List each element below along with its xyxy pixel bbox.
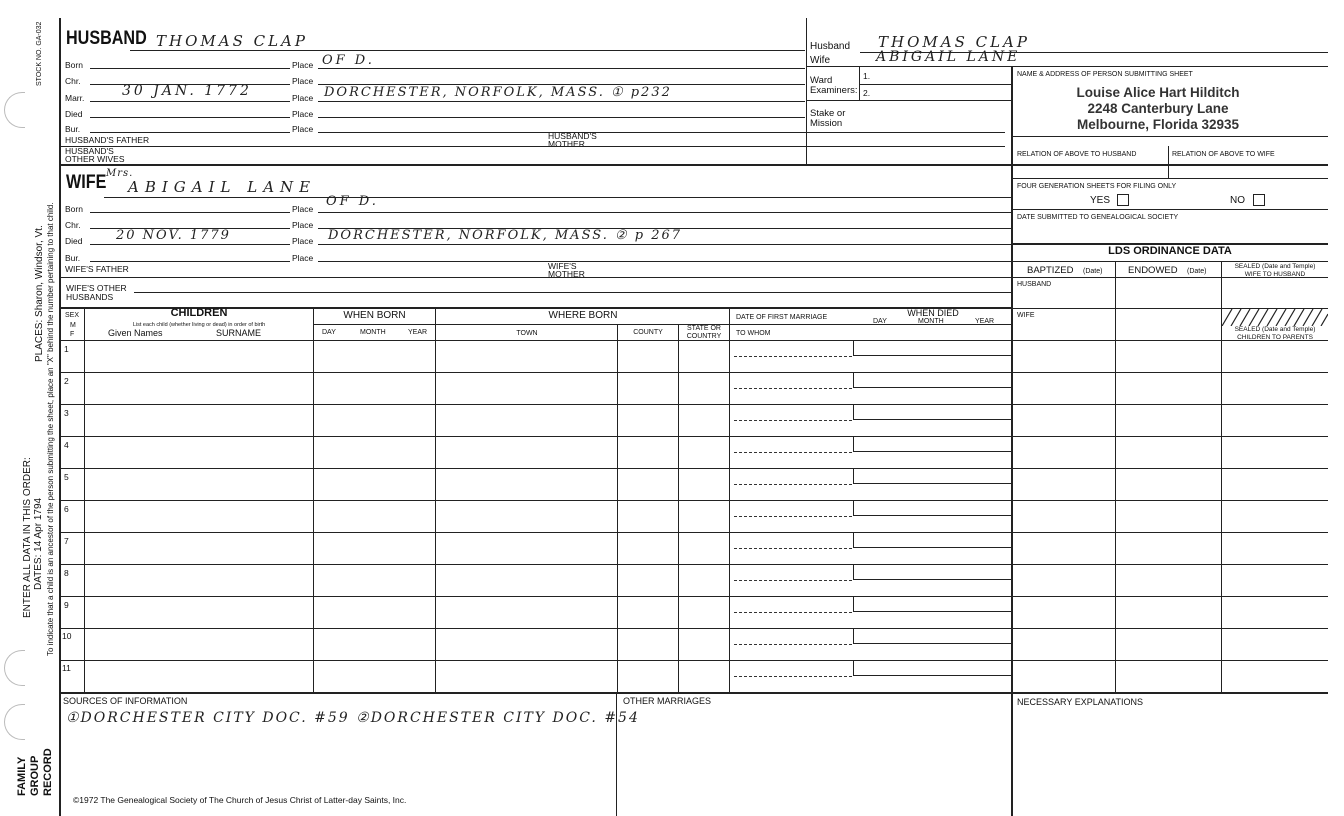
row-number: 4 — [64, 440, 69, 450]
col-town: TOWN — [516, 330, 538, 337]
yes-label: YES — [1090, 195, 1111, 206]
wife-mother-label-1: WIFE'S — [548, 261, 577, 271]
right-header-divider — [806, 18, 807, 164]
col-children: CHILDREN — [170, 307, 228, 319]
husband-heading: HUSBAND — [66, 28, 147, 49]
husband-died-place-line — [318, 117, 805, 118]
row-died-tick — [853, 341, 854, 355]
row-dash — [734, 388, 852, 389]
wife-other-husbands-1: WIFE'S OTHER — [66, 283, 127, 293]
other-marriages-label: OTHER MARRIAGES — [623, 696, 712, 706]
submitter-end — [1012, 136, 1328, 137]
col-died-day: DAY — [873, 318, 887, 325]
row-died-tick — [853, 565, 854, 579]
col-state-2: COUNTRY — [686, 333, 722, 340]
rh-husband-value: THOMAS CLAP — [878, 33, 1030, 51]
lds-sealed-wife-1: SEALED (Date and Temple) — [1234, 263, 1316, 270]
col-to-whom: TO WHOM — [736, 330, 771, 337]
four-gen-label: FOUR GENERATION SHEETS FOR FILING ONLY — [1017, 183, 1177, 190]
submitter-line-3: Melbourne, Florida 32935 — [1076, 117, 1240, 132]
col-died-month: MONTH — [918, 318, 944, 325]
frame-left — [59, 18, 61, 816]
row-died-line — [853, 611, 1012, 612]
row-number: 3 — [64, 408, 69, 418]
vcol-town — [617, 324, 618, 693]
binder-hole — [4, 650, 25, 686]
row-number: 7 — [64, 536, 69, 546]
enter-all-data: ENTER ALL DATA IN THIS ORDER: — [22, 457, 33, 618]
lds-header-line — [1012, 277, 1328, 278]
husband-chr-place-label: Place — [292, 76, 314, 86]
col-county: COUNTY — [633, 329, 663, 336]
sources-text: ①DORCHESTER CITY DOC. #59 ②DORCHESTER CITY DOC. #54 — [66, 710, 640, 726]
col-sex-m: M — [70, 322, 76, 329]
table-end — [60, 692, 1328, 694]
row-died-tick — [853, 629, 854, 643]
row-dash — [734, 676, 852, 677]
husband-bur-place-label: Place — [292, 124, 314, 134]
husband-born-label: Born — [65, 60, 83, 70]
relation-husband-label: RELATION OF ABOVE TO HUSBAND — [1017, 151, 1137, 158]
rh-examiner-2: 2. — [863, 88, 871, 98]
row-died-line — [853, 451, 1012, 452]
row-number: 2 — [64, 376, 69, 386]
row-dash — [734, 356, 852, 357]
sources-label: SOURCES OF INFORMATION — [63, 696, 188, 706]
wife-bur-label: Bur. — [65, 253, 81, 263]
copyright: ©1972 The Genealogical Society of The Church of Jesus Christ of Latter-day Saints, Inc. — [73, 795, 407, 805]
rh-examiner-line — [806, 100, 1012, 101]
child-ancestor-instruction: To indicate that a child is an ancestor of the person submitting the sheet, place an "X" behind the number pertaining to that child. — [46, 202, 55, 656]
footer-divider — [616, 692, 617, 816]
vcol-county — [678, 324, 679, 693]
row-died-tick — [853, 501, 854, 515]
row-died-tick — [853, 373, 854, 387]
husband-marr-date: 30 JAN. 1772 — [122, 83, 252, 99]
lds-endowed-date: (Date) — [1187, 268, 1207, 275]
husband-marr-place: DORCHESTER, NORFOLK, MASS. ① p232 — [324, 85, 672, 100]
row-dash — [734, 612, 852, 613]
row-dash — [734, 548, 852, 549]
date-submitted-label: DATE SUBMITTED TO GENEALOGICAL SOCIETY — [1017, 214, 1179, 221]
husband-marr-place-label: Place — [292, 93, 314, 103]
table-row — [60, 532, 1328, 533]
row-number: 6 — [64, 504, 69, 514]
row-number: 9 — [64, 600, 69, 610]
row-number: 11 — [62, 663, 71, 673]
col-state-1: STATE OR — [687, 325, 721, 332]
table-row — [60, 436, 1328, 437]
row-died-line — [853, 419, 1012, 420]
submitter-line-2: 2248 Canterbury Lane — [1087, 101, 1229, 116]
col-sex-f: F — [70, 331, 75, 338]
col-where-born: WHERE BORN — [548, 310, 618, 321]
col-born-year: YEAR — [408, 329, 428, 336]
row-died-tick — [853, 405, 854, 419]
table-row — [60, 660, 1328, 661]
wife-mother-label-2: MOTHER — [548, 269, 585, 279]
relation-end — [1012, 178, 1328, 179]
wife-father-label: WIFE'S FATHER — [65, 264, 129, 274]
submitter-line-1: Louise Alice Hart Hilditch — [1076, 85, 1240, 100]
husband-mother-label-2: MOTHER — [548, 139, 585, 149]
row-died-line — [853, 515, 1012, 516]
rh-stake-label-1: Stake or — [810, 108, 846, 119]
wife-name-line — [104, 197, 1012, 198]
row-number: 8 — [64, 568, 69, 578]
record-title-2: GROUP — [29, 755, 41, 796]
lds-husband-row: HUSBAND — [1017, 281, 1052, 288]
rh-wife-value: ABIGAIL LANE — [876, 49, 1021, 65]
rh-wife-label: Wife — [810, 55, 830, 66]
col-children-note: List each child (whether living or dead) in order of birth — [132, 322, 266, 328]
husband-bur-line — [90, 132, 290, 133]
row-died-line — [853, 483, 1012, 484]
husband-section-end — [60, 164, 1328, 166]
wife-died-date: 20 NOV. 1779 — [116, 228, 231, 243]
husband-died-line — [90, 117, 290, 118]
row-died-line — [853, 643, 1012, 644]
rh-stake-label-2: Mission — [810, 118, 843, 129]
row-dash — [734, 452, 852, 453]
lds-baptized-date: (Date) — [1083, 268, 1103, 275]
rh-examiners-label: Examiners: — [810, 85, 858, 96]
husband-name: THOMAS CLAP — [156, 32, 308, 50]
col-when-born: WHEN BORN — [343, 310, 406, 321]
col-first-marriage: DATE OF FIRST MARRIAGE — [736, 314, 828, 321]
lds-sealed-wife-2: WIFE TO HUSBAND — [1244, 271, 1306, 278]
wife-other-line — [134, 292, 1012, 293]
born-sub-sep — [314, 324, 730, 325]
rh-examiner-divider — [859, 66, 860, 100]
col-born-day: DAY — [322, 329, 336, 336]
table-header-line — [60, 340, 1328, 341]
yes-checkbox[interactable] — [1117, 194, 1129, 206]
wife-died-line — [90, 244, 290, 245]
no-checkbox[interactable] — [1253, 194, 1265, 206]
row-died-line — [853, 387, 1012, 388]
lds-endowed: ENDOWED — [1128, 265, 1178, 276]
wife-died-place-line — [318, 244, 1012, 245]
table-row — [60, 372, 1328, 373]
record-title-3: RECORD — [42, 748, 54, 796]
husband-marr-place-line — [318, 101, 805, 102]
table-row — [60, 500, 1328, 501]
lds-wife-row: WIFE — [1017, 312, 1035, 319]
table-row — [60, 596, 1328, 597]
husband-died-label: Died — [65, 109, 83, 119]
rh-examiner-mid — [859, 84, 1012, 85]
row-died-line — [853, 547, 1012, 548]
row-dash — [734, 516, 852, 517]
table-row — [60, 628, 1328, 629]
wife-born-place: OF D. — [326, 194, 379, 209]
rh-wife-line — [806, 66, 1328, 67]
husband-bur-place-line — [318, 132, 1005, 133]
places-note: PLACES: Sharon, Windsor, Vt. — [34, 225, 45, 362]
wife-chr-label: Chr. — [65, 220, 81, 230]
row-dash — [734, 484, 852, 485]
row-died-tick — [853, 597, 854, 611]
row-died-line — [853, 579, 1012, 580]
row-died-tick — [853, 469, 854, 483]
lds-baptized: BAPTIZED — [1027, 265, 1074, 276]
husband-born-place-label: Place — [292, 60, 314, 70]
wife-parents-line — [60, 277, 1012, 278]
rh-ward-label: Ward — [810, 75, 833, 86]
row-died-tick — [853, 437, 854, 451]
husband-born-place: OF D. — [322, 53, 375, 68]
lds-hatch — [1222, 309, 1328, 326]
table-row — [60, 404, 1328, 405]
row-number: 5 — [64, 472, 69, 482]
lds-title: LDS ORDINANCE DATA — [1108, 245, 1232, 257]
husband-marr-line — [90, 101, 290, 102]
husband-born-place-line — [318, 68, 805, 69]
row-died-tick — [853, 661, 854, 675]
table-row — [60, 564, 1328, 565]
wife-bur-place-line — [318, 261, 1012, 262]
record-title-1: FAMILY — [16, 756, 28, 796]
wife-heading: WIFE — [66, 172, 107, 193]
no-label: NO — [1230, 195, 1245, 206]
wife-died-place: DORCHESTER, NORFOLK, MASS. ② p 267 — [328, 228, 683, 243]
husband-died-place-label: Place — [292, 109, 314, 119]
relation-wife-label: RELATION OF ABOVE TO WIFE — [1172, 151, 1275, 158]
husband-name-line — [130, 50, 805, 51]
wife-bur-place-label: Place — [292, 253, 314, 263]
husband-marr-label: Marr. — [65, 93, 85, 103]
row-dash — [734, 644, 852, 645]
row-number: 1 — [64, 344, 69, 354]
wife-name: ABIGAIL LANE — [128, 178, 317, 196]
binder-hole — [4, 92, 25, 128]
wife-died-place-label: Place — [292, 236, 314, 246]
wife-born-place-label: Place — [292, 204, 314, 214]
col-sex: SEX — [65, 312, 80, 319]
col-given-names: Given Names — [108, 328, 163, 338]
row-died-line — [853, 675, 1012, 676]
col-when-died: WHEN DIED — [907, 308, 959, 318]
col-born-month: MONTH — [360, 329, 386, 336]
husband-parents-line — [60, 146, 1005, 147]
col-surname: SURNAME — [216, 328, 262, 338]
necessary-explanations-label: NECESSARY EXPLANATIONS — [1017, 697, 1144, 707]
table-row — [60, 468, 1328, 469]
four-gen-end — [1012, 209, 1328, 210]
husband-born-line — [90, 68, 290, 69]
row-dash — [734, 420, 852, 421]
col-died-year: YEAR — [975, 318, 995, 325]
wife-prefix: Mrs. — [106, 168, 134, 179]
row-dash — [734, 580, 852, 581]
row-died-line — [853, 355, 1012, 356]
dates-note: DATES: 14 Apr 1794 — [33, 497, 44, 590]
wife-other-husbands-2: HUSBANDS — [66, 292, 114, 302]
wife-bur-line — [90, 261, 290, 262]
husband-mother-label-1: HUSBAND'S — [548, 131, 597, 141]
rh-husband-label: Husband — [810, 41, 851, 52]
wife-born-place-line — [318, 212, 1012, 213]
marriage-died-sep — [730, 324, 1012, 325]
row-died-tick — [853, 533, 854, 547]
lds-sealed-children-1: SEALED (Date and Temple) — [1234, 326, 1316, 333]
wife-died-label: Died — [65, 236, 83, 246]
husband-father-label: HUSBAND'S FATHER — [65, 135, 150, 145]
row-number: 10 — [62, 631, 72, 641]
lds-sealed-children-2: CHILDREN TO PARENTS — [1237, 334, 1313, 341]
wife-born-label: Born — [65, 204, 83, 214]
husband-other-wives-1: HUSBAND'S — [65, 146, 114, 156]
submitter-label: NAME & ADDRESS OF PERSON SUBMITTING SHEET — [1017, 71, 1193, 78]
binder-hole — [4, 704, 25, 740]
husband-bur-label: Bur. — [65, 124, 81, 134]
husband-other-wives-2: OTHER WIVES — [65, 154, 125, 164]
wife-born-line — [90, 212, 290, 213]
stock-number: STOCK NO. GA-032 — [36, 21, 43, 86]
relation-divider — [1168, 146, 1169, 178]
husband-chr-label: Chr. — [65, 76, 81, 86]
rh-examiner-1: 1. — [863, 71, 871, 81]
wife-chr-place-label: Place — [292, 220, 314, 230]
